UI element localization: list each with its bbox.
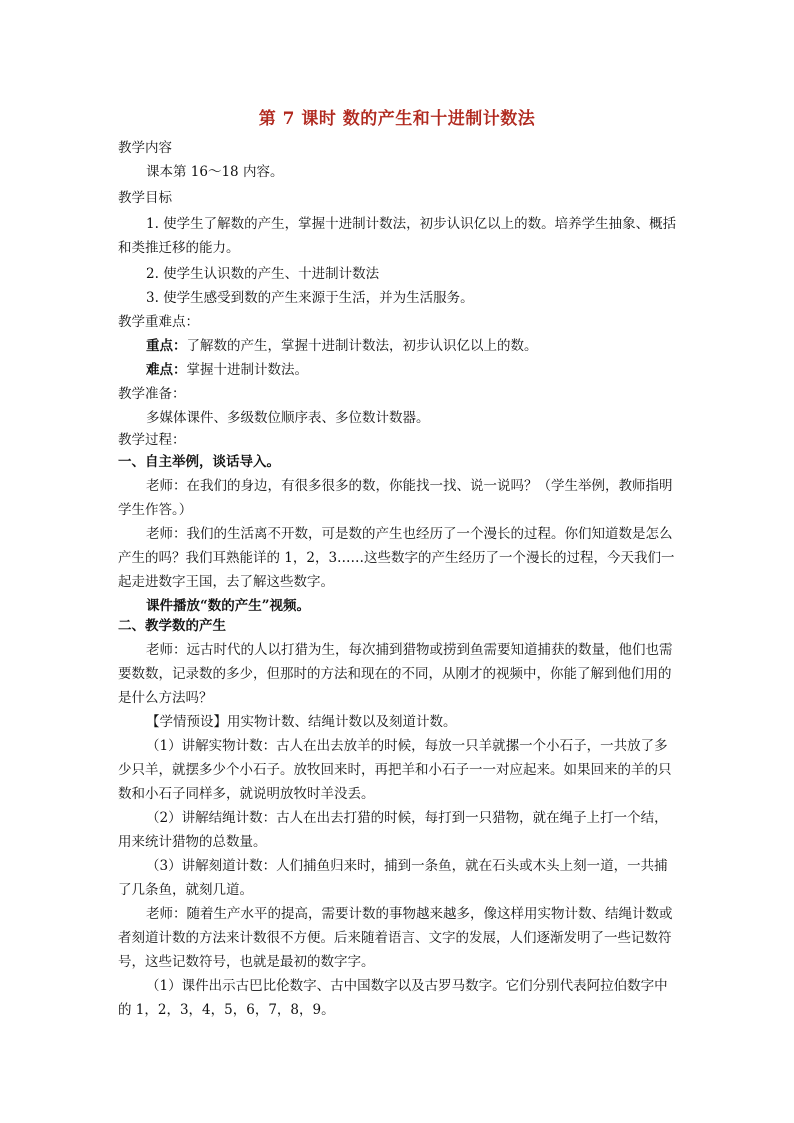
key-label: 重点： xyxy=(146,338,187,354)
step-2-paragraph-2: 【学情预设】用实物计数、结绳计数以及刻道计数。 xyxy=(146,714,457,730)
step-2-paragraph-5: （3）讲解刻道计数：人们捕鱼归来时，捕到一条鱼，就在石头或木头上刻一道，一共捕了几条鱼，就刻几道。 xyxy=(118,858,668,898)
section-goals-heading: 教学目标 xyxy=(118,190,172,206)
step-2-paragraph-3: （1）讲解实物计数：古人在出去放羊的时候，每放一只羊就摞一个小石子，一共放了多少只羊，就摆多少个小石子。放牧回来时，再把羊和小石子一一对应起来。如果回来的羊的只数和小石子同样多，就说明放牧时羊没丢。 xyxy=(118,738,672,802)
content-text: 课本第 16～18 内容。 xyxy=(146,164,284,180)
step-2-paragraph-6: 老师：随着生产水平的提高，需要计数的事物越来越多，像这样用实物计数、结绳计数或者刻道计数的方法来计数很不方便。后来随着语言、文字的发展，人们逐渐发明了一些记数符号，这些记数符号，也就是最初的数字字。 xyxy=(118,906,673,970)
section-process-heading: 教学过程： xyxy=(118,432,186,448)
step-1-paragraph-1: 老师：在我们的身边，有很多很多的数，你能找一找、说一说吗？（学生举例，教师指明学生作答。） xyxy=(118,478,673,518)
section-content-heading: 教学内容 xyxy=(118,140,172,156)
goal-3: 3. 使学生感受到数的产生来源于生活，并为生活服务。 xyxy=(146,290,474,306)
key-text: 了解数的产生，掌握十进制计数法，初步认识亿以上的数。 xyxy=(186,338,538,354)
step-1-heading: 一、自主举例，谈话导入。 xyxy=(118,454,280,470)
prep-text: 多媒体课件、多级数位顺序表、多位数计数器。 xyxy=(146,410,430,426)
lesson-title: 第 7 课时 数的产生和十进制计数法 xyxy=(258,109,536,129)
keypoint-key xyxy=(118,334,708,358)
step-1-paragraph-3: 课件播放“数的产生”视频。 xyxy=(146,598,311,614)
section-prep-heading: 教学准备： xyxy=(118,386,186,402)
step-2-paragraph-1: 老师：远古时代的人以打猎为生，每次捕到猎物或捞到鱼需要知道捕获的数量，他们也需要数数，记录数的多少，但那时的方法和现在的不同，从刚才的视频中，你能了解到他们用的是什么方法吗？ xyxy=(118,642,673,706)
goal-1: 1. 使学生了解数的产生，掌握十进制计数法，初步认识亿以上的数。培养学生抽象、概括和类推迁移的能力。 xyxy=(118,216,677,256)
goal-2: 2. 使学生认识数的产生、十进制计数法 xyxy=(146,266,380,282)
step-2-heading: 二、教学数的产生 xyxy=(118,618,226,634)
hard-label: 难点： xyxy=(146,362,187,378)
keypoint-hard xyxy=(118,358,708,382)
hard-text: 掌握十进制计数法。 xyxy=(186,362,308,378)
step-1-paragraph-2: 老师：我们的生活离不开数，可是数的产生也经历了一个漫长的过程。你们知道数是怎么产生的吗？我们耳熟能详的 1，2，3……这些数字的产生经历了一个漫长的过程，今天我们一起走进数字王国，去了解这些数字。 xyxy=(118,526,675,590)
step-2-paragraph-4: （2）讲解结绳计数：古人在出去打猎的时候，每打到一只猎物，就在绳子上打一个结，用来统计猎物的总数量。 xyxy=(118,810,668,850)
section-keypoints-heading: 教学重难点： xyxy=(118,314,199,330)
step-2-paragraph-7: （1）课件出示古巴比伦数字、古中国数字以及古罗马数字。它们分别代表阿拉伯数字中的 1，2，3，4，5，6，7，8，9。 xyxy=(118,978,668,1018)
